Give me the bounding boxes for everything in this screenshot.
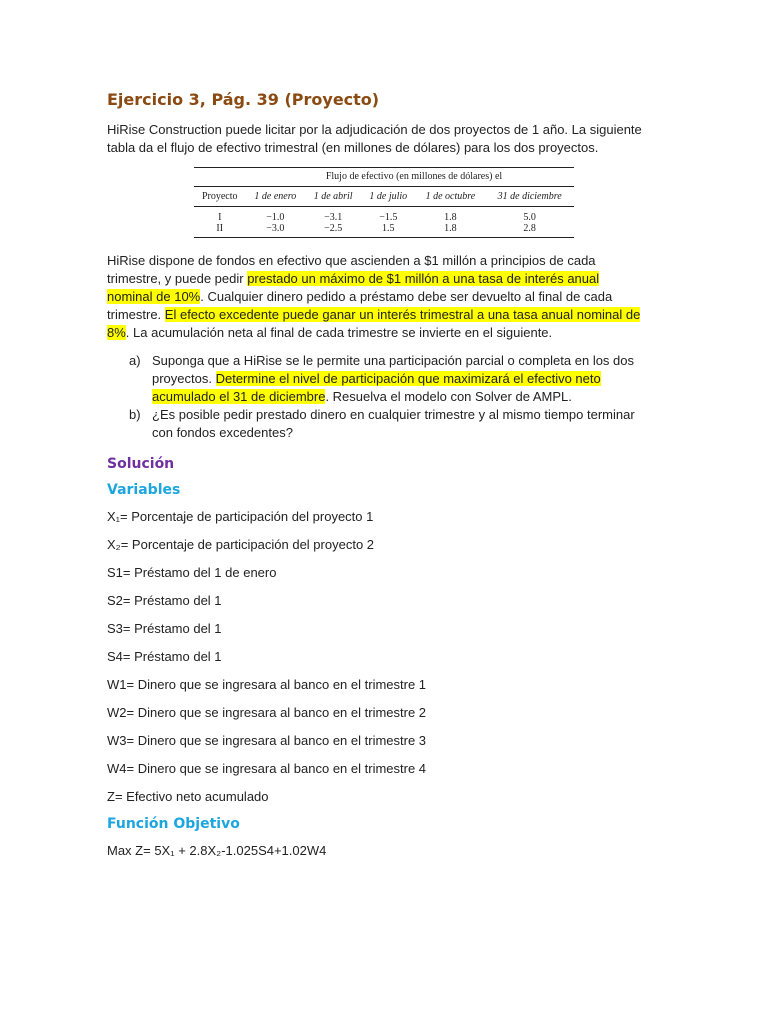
question-text: Suponga que a HiRise se le permite una participación parcial o completa en los dos proyectos. — [152, 353, 635, 386]
table-cell: −1.5 — [379, 212, 398, 223]
objective-function: Max Z= 5X₁ + 2.8X₂-1.025S4+1.02W4 — [107, 843, 327, 858]
table-cell: 2.8 — [485, 223, 574, 238]
variable-item: X₂= Porcentaje de participación del proyecto 2 — [107, 537, 375, 552]
solution-heading: Solución — [107, 456, 175, 472]
table-row — [194, 223, 574, 238]
list-item — [107, 406, 647, 442]
table-caption: Flujo de efectivo (en millones de dólares) el — [194, 168, 574, 187]
table-cell: −1.0 — [266, 212, 285, 223]
col-header-julio: 1 de julio — [361, 187, 415, 207]
variables-heading: Variables — [107, 482, 181, 498]
funding-paragraph — [107, 252, 647, 342]
variable-item: S4= Préstamo del 1 — [107, 649, 222, 664]
table-cell: −3.0 — [246, 223, 306, 238]
funding-text: . Cualquier dinero pedido a préstamo debe ser devuelto al final de cada trimestre. — [107, 289, 613, 322]
table-header-row — [194, 187, 574, 207]
intro-paragraph: HiRise Construction puede licitar por la adjudicación de dos proyectos de 1 año. La siguiente tabla da el flujo de efectivo trimestral (en millones de dólares) para los dos proyectos. — [107, 122, 642, 155]
variable-item: W3= Dinero que se ingresara al banco en el trimestre 3 — [107, 733, 427, 748]
question-a-text — [152, 352, 647, 406]
col-header-enero: 1 de enero — [246, 187, 306, 207]
variable-item: W2= Dinero que se ingresara al banco en el trimestre 2 — [107, 705, 427, 720]
question-b-text: ¿Es posible pedir prestado dinero en cualquier trimestre y al mismo tiempo terminar con fondos excedentes? — [152, 407, 635, 440]
document-page — [107, 90, 647, 860]
variable-item: S2= Préstamo del 1 — [107, 593, 222, 608]
table-cell: −3.1 — [324, 212, 343, 223]
table-cell: I — [218, 212, 222, 223]
col-header-proyecto: Proyecto — [194, 187, 246, 207]
table-cell: 1.8 — [415, 223, 485, 238]
question-text: . Resuelva el modelo con Solver de AMPL. — [325, 389, 572, 404]
highlight-objective: Determine el nivel de participación que maximizará el efectivo neto acumulado el 31 de diciembre — [152, 371, 601, 404]
variable-item: W1= Dinero que se ingresara al banco en el trimestre 1 — [107, 677, 427, 692]
variable-item: W4= Dinero que se ingresara al banco en el trimestre 4 — [107, 761, 427, 776]
table-row — [194, 207, 574, 224]
objective-heading: Función Objetivo — [107, 816, 240, 832]
variable-item: S3= Préstamo del 1 — [107, 621, 222, 636]
col-header-diciembre: 31 de diciembre — [485, 187, 574, 207]
variable-item: Z= Efectivo neto acumulado — [107, 789, 269, 804]
funding-text: . La acumulación neta al final de cada trimestre se invierte en el siguiente. — [125, 325, 553, 340]
table-cell: II — [194, 223, 246, 238]
table-cell: 1.8 — [444, 212, 457, 223]
question-list — [107, 352, 647, 442]
highlight-surplus-interest: El efecto excedente puede ganar un interés trimestral a una tasa anual nominal de 8% — [107, 307, 641, 340]
table-cell: 5.0 — [523, 212, 536, 223]
list-marker: b) — [129, 407, 141, 422]
variable-item: S1= Préstamo del 1 de enero — [107, 565, 277, 580]
col-header-abril: 1 de abril — [305, 187, 361, 207]
list-marker: a) — [129, 353, 141, 368]
page-title: Ejercicio 3, Pág. 39 (Proyecto) — [107, 90, 380, 109]
funding-text: HiRise dispone de fondos en efectivo que ascienden a $1 millón a principios de cada trimestre, y puede pedir — [107, 253, 596, 286]
list-item — [107, 352, 647, 406]
table-cell: −2.5 — [305, 223, 361, 238]
variables-list — [107, 508, 647, 806]
col-header-octubre: 1 de octubre — [415, 187, 485, 207]
highlight-loan-terms: prestado un máximo de $1 millón a una tasa de interés anual nominal de 10% — [107, 271, 600, 304]
table-cell: 1.5 — [361, 223, 415, 238]
table-caption-row — [194, 168, 574, 187]
cash-flow-table — [194, 167, 574, 238]
cash-flow-table-wrapper — [194, 167, 574, 238]
variable-item: X₁= Porcentaje de participación del proyecto 1 — [107, 509, 374, 524]
